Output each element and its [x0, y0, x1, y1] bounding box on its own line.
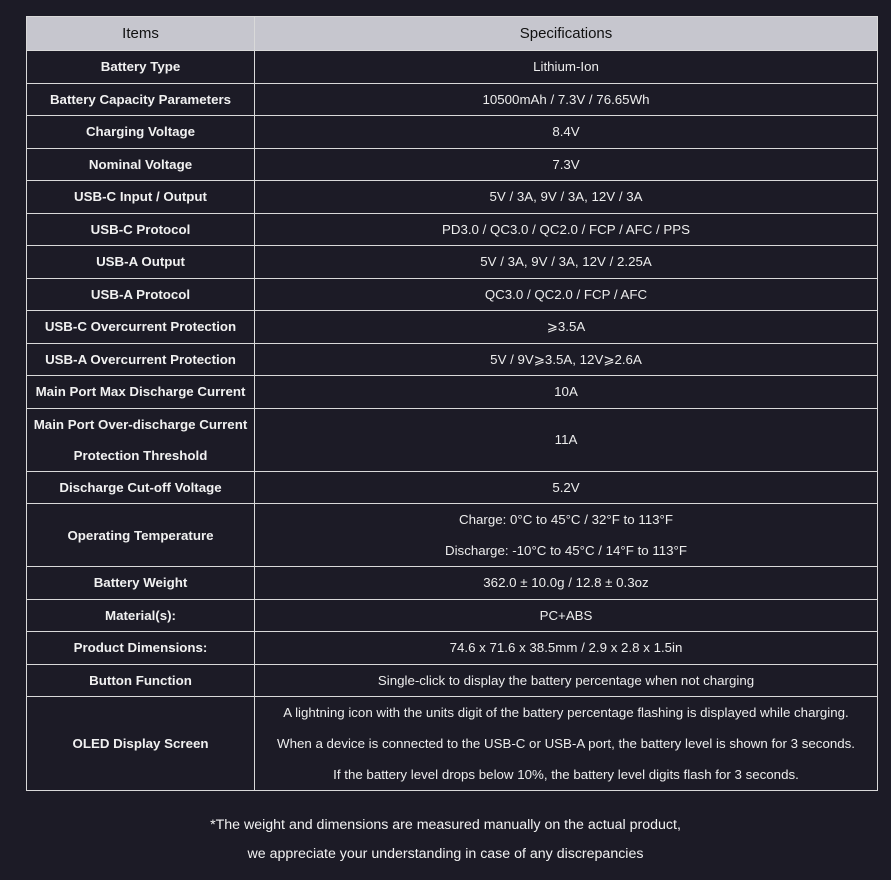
- spec-cell: [255, 599, 878, 632]
- spec-cell: [255, 181, 878, 214]
- table-row: [27, 567, 878, 600]
- table-row: [27, 632, 878, 665]
- spec-cell: [255, 376, 878, 409]
- spec-value: 5V / 3A, 9V / 3A, 12V / 2.25A: [480, 254, 652, 270]
- spec-value: 11A: [554, 432, 578, 447]
- spec-cell: [255, 343, 878, 376]
- spec-value: 10500mAh / 7.3V / 76.65Wh: [482, 91, 650, 107]
- item-label: USB-C Overcurrent Protection: [44, 319, 237, 335]
- item-label: Product Dimensions:: [73, 640, 208, 656]
- table-row: [27, 311, 878, 344]
- spec-value: Discharge: -10°C to 45°C / 14°F to 113°F: [444, 543, 687, 558]
- item-label: USB-A Overcurrent Protection: [45, 351, 236, 367]
- item-cell: [27, 148, 255, 181]
- item-cell: [27, 83, 255, 116]
- item-label: Protection Threshold: [73, 447, 208, 463]
- spec-value: 5.2V: [552, 479, 580, 495]
- table-row: [27, 181, 878, 214]
- item-label: USB-A Protocol: [90, 286, 191, 302]
- footnote-line-2: we appreciate your understanding in case of any discrepancies: [247, 846, 644, 862]
- spec-value: ⩾3.5A: [546, 319, 586, 335]
- spec-value: PD3.0 / QC3.0 / QC2.0 / FCP / AFC / PPS: [441, 221, 691, 237]
- item-label: Material(s):: [105, 607, 176, 623]
- spec-value: Single-click to display the battery percentage when not charging: [377, 672, 755, 688]
- table-row: [27, 116, 878, 149]
- item-cell: [27, 343, 255, 376]
- item-cell: [27, 311, 255, 344]
- table-row: [27, 664, 878, 697]
- footnote-line-1: *The weight and dimensions are measured manually on the actual product,: [210, 817, 681, 833]
- table-body: [27, 51, 878, 791]
- table-row: [27, 278, 878, 311]
- item-cell: [27, 376, 255, 409]
- item-label: Nominal Voltage: [88, 156, 193, 172]
- item-label: Discharge Cut-off Voltage: [59, 479, 222, 495]
- column-header-items: Items: [27, 17, 255, 51]
- spec-value: 10A: [554, 384, 578, 400]
- item-cell: [27, 116, 255, 149]
- item-label: Battery Type: [100, 59, 181, 75]
- spec-value: PC+ABS: [539, 607, 593, 623]
- item-label: Main Port Over-discharge Current: [33, 416, 248, 432]
- item-label: Battery Capacity Parameters: [49, 91, 232, 107]
- item-label: USB-A Output: [96, 254, 185, 270]
- table-row: [27, 408, 878, 471]
- table-row: [27, 343, 878, 376]
- spec-cell: [255, 664, 878, 697]
- spec-cell: [255, 567, 878, 600]
- spec-cell: [255, 83, 878, 116]
- specifications-table: [26, 16, 878, 791]
- item-cell: [27, 51, 255, 84]
- item-label: Battery Weight: [93, 575, 188, 591]
- table-row: [27, 83, 878, 116]
- spec-cell: [255, 246, 878, 279]
- table-row: [27, 376, 878, 409]
- table-row: [27, 213, 878, 246]
- item-label: OLED Display Screen: [72, 736, 209, 751]
- spec-cell: [255, 116, 878, 149]
- spec-cell: [255, 51, 878, 84]
- spec-value: 8.4V: [552, 124, 580, 140]
- item-label: Operating Temperature: [67, 527, 214, 543]
- spec-cell: [255, 148, 878, 181]
- spec-value: QC3.0 / QC2.0 / FCP / AFC: [484, 286, 648, 302]
- item-cell: [27, 213, 255, 246]
- column-header-specifications: Specifications: [255, 17, 878, 51]
- item-cell: [27, 632, 255, 665]
- item-cell: [27, 408, 255, 471]
- spec-value: 7.3V: [552, 156, 580, 172]
- table-row: [27, 599, 878, 632]
- spec-cell: [255, 504, 878, 567]
- spec-cell: [255, 213, 878, 246]
- spec-cell: [255, 278, 878, 311]
- spec-value: 362.0 ± 10.0g / 12.8 ± 0.3oz: [483, 575, 649, 591]
- spec-cell: [255, 408, 878, 471]
- spec-value: A lightning icon with the units digit of the battery percentage flashing is displayed while charging.: [283, 705, 849, 720]
- table-row: [27, 471, 878, 504]
- spec-value: 5V / 3A, 9V / 3A, 12V / 3A: [489, 189, 643, 205]
- table-row: [27, 697, 878, 791]
- item-label: USB-C Protocol: [90, 221, 191, 237]
- item-label: Charging Voltage: [85, 124, 196, 140]
- item-label: Button Function: [89, 672, 192, 688]
- spec-value: When a device is connected to the USB-C or USB-A port, the battery level is shown for 3 seconds.: [277, 736, 855, 751]
- spec-cell: [255, 697, 878, 791]
- item-cell: [27, 246, 255, 279]
- spec-cell: [255, 311, 878, 344]
- item-cell: [27, 567, 255, 600]
- item-cell: [27, 181, 255, 214]
- table-row: [27, 148, 878, 181]
- spec-value: Lithium-Ion: [533, 59, 599, 75]
- table-row: [27, 246, 878, 279]
- item-label: Main Port Max Discharge Current: [35, 384, 246, 400]
- item-cell: [27, 471, 255, 504]
- table-row: [27, 51, 878, 84]
- spec-value: Charge: 0°C to 45°C / 32°F to 113°F: [459, 512, 673, 527]
- item-cell: [27, 664, 255, 697]
- spec-cell: [255, 632, 878, 665]
- spec-value: 74.6 x 71.6 x 38.5mm / 2.9 x 2.8 x 1.5in: [449, 640, 683, 656]
- item-cell: [27, 504, 255, 567]
- item-cell: [27, 599, 255, 632]
- item-label: USB-C Input / Output: [74, 189, 207, 205]
- spec-value: 5V / 9V⩾3.5A, 12V⩾2.6A: [490, 351, 642, 367]
- item-cell: [27, 278, 255, 311]
- item-cell: [27, 697, 255, 791]
- table-row: [27, 504, 878, 567]
- table-header-row: [27, 17, 878, 51]
- spec-cell: [255, 471, 878, 504]
- spec-value: If the battery level drops below 10%, the battery level digits flash for 3 seconds.: [333, 767, 799, 782]
